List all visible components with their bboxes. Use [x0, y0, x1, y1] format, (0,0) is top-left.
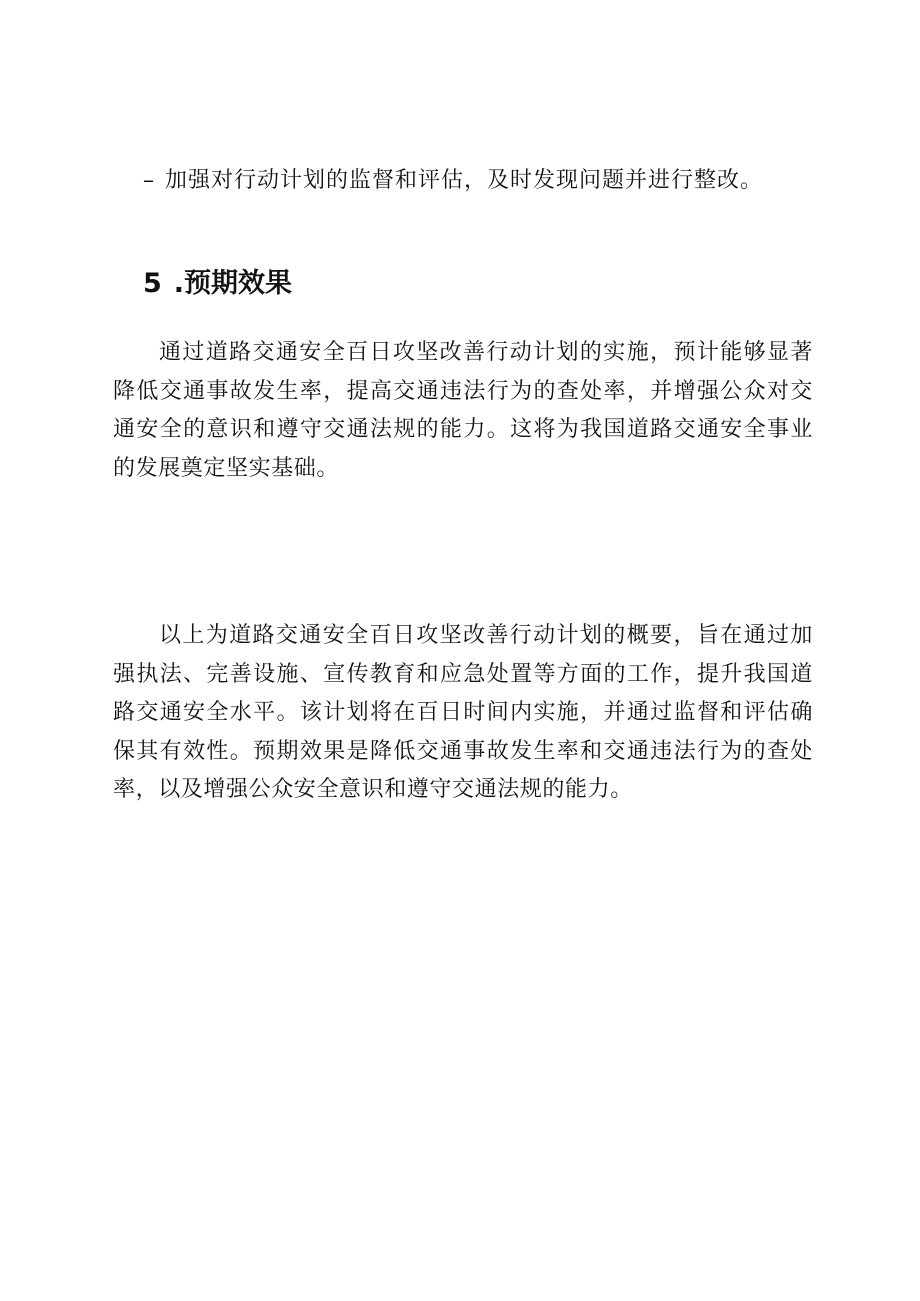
section-title: .预期效果 — [173, 268, 293, 299]
paragraph-line: 通安全的意识和遵守交通法规的能力。这将为我国道路交通安全事业 — [113, 417, 813, 442]
paragraph-line: 降低交通事故发生率，提高交通违法行为的查处率，并增强公众对交 — [113, 378, 813, 404]
bullet-text: 加强对行动计划的监督和评估，及时发现问题并进行整改。 — [165, 168, 764, 193]
paragraph-line: 强执法、完善设施、宣传教育和应急处置等方面的工作，提升我国道 — [113, 661, 813, 687]
paragraph-line: 通过道路交通安全百日攻坚改善行动计划的实施，预计能够显著 — [159, 340, 813, 365]
paragraph-summary — [113, 617, 813, 810]
paragraph-expected-effects — [113, 334, 813, 488]
paragraph-line: 保其有效性。预期效果是降低交通事故发生率和交通违法行为的查处 — [113, 738, 813, 764]
paragraph-line: 的发展奠定坚实基础。 — [113, 455, 340, 481]
paragraph-line: 率，以及增强公众安全意识和遵守交通法规的能力。 — [113, 777, 633, 802]
section-heading — [143, 264, 292, 304]
section-number: 5 — [143, 268, 162, 299]
paragraph-line: 路交通安全水平。该计划将在百日时间内实施，并通过监督和评估确 — [113, 700, 813, 725]
bullet-marker: – — [143, 168, 155, 193]
paragraph-line: 以上为道路交通安全百日攻坚改善行动计划的概要，旨在通过加 — [159, 623, 813, 648]
bullet-item — [143, 163, 823, 199]
